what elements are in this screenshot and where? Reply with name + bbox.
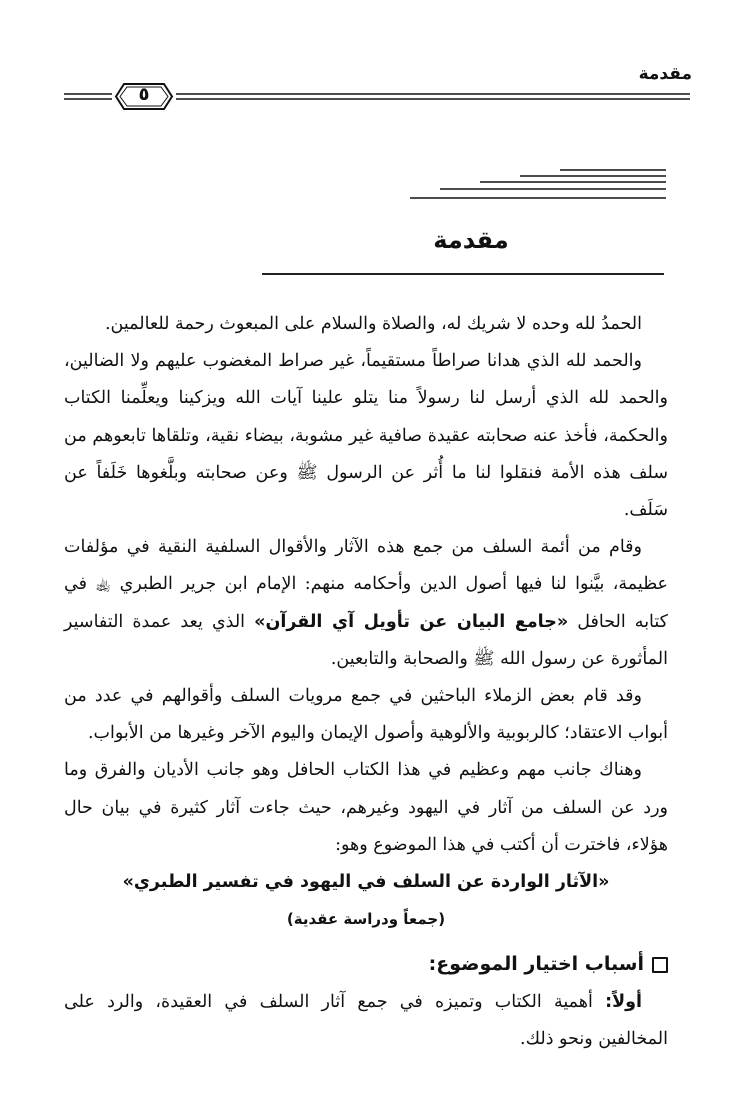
- paragraph: والحمد لله الذي هدانا صراطاً مستقيماً، غير صراط المغضوب عليهم ولا الضالين، والحمد لله الذي أرسل لنا رسولاً منا يتلو علينا آيات الله ويزكينا ويعلِّمنا الكتاب والحكمة، فأخذ عنه صحابته عقيدة صافية غير مشوبة، بيضاء نقية، وتلقاها تابعوهم من سلف هذه الأمة فنقلوا لنا ما أُثر عن الرسول ﷺ وعن صحابته وبلَّغوها خَلَفاً عن سَلَف.: [64, 351, 668, 521]
- square-bullet-icon: [652, 957, 668, 973]
- book-title: «جامع البيان عن تأويل آي القرآن»: [254, 611, 569, 632]
- paragraph-text: وقام من أئمة السلف من جمع هذه الآثار والأقوال السلفية النقية في مؤلفات عظيمة، بيَّنوا لنا فيها أصول الدين وأحكامه منهم: الإمام ابن جرير الطبري ﵀ في كتابه الحافل: [64, 537, 669, 632]
- title-underline: [262, 273, 664, 275]
- chapter-title: مقدمة: [433, 226, 509, 254]
- paragraph: وهناك جانب مهم وعظيم في هذا الكتاب الحافل وهو جانب الأديان والفرق وما ورد عن السلف من آثار في اليهود وغيرهم، حيث جاءت آثار كثيرة في بيان حال هؤلاء، فاخترت أن أكتب في هذا الموضوع وهو:: [64, 760, 668, 855]
- decorative-rules: [400, 166, 700, 216]
- page-number: ٥: [138, 84, 150, 105]
- topic-title: «الآثار الواردة عن السلف في اليهود في تفسير الطبري»: [122, 872, 610, 893]
- section-heading: [64, 946, 668, 983]
- paragraph: [64, 529, 668, 678]
- running-title: مقدمة: [638, 64, 692, 84]
- paragraph: الحمدُ لله وحده لا شريك له، والصلاة والسلام على المبعوث رحمة للعالمين.: [104, 314, 642, 334]
- reason-label: أولاً:: [605, 991, 642, 1012]
- body-text: [64, 306, 668, 1058]
- paragraph: وقد قام بعض الزملاء الباحثين في جمع مرويات السلف وأقوالهم في عدد من أبواب الاعتقاد؛ كالربوبية والألوهية وأصول الإيمان واليوم الآخر وغيرها من الأبواب.: [64, 686, 668, 744]
- topic-subtitle: (جمعاً ودراسة عقدية): [286, 910, 446, 929]
- paragraph-text: الذي يعد عمدة التفاسير المأثورة عن رسول الله ﷺ والصحابة والتابعين.: [64, 611, 668, 669]
- reason-text: أهمية الكتاب وتميزه في جمع آثار السلف في العقيدة، والرد على المخالفين ونحو ذلك.: [64, 991, 668, 1049]
- section-heading-text: أسباب اختيار الموضوع:: [428, 953, 644, 976]
- paragraph: [64, 984, 668, 1058]
